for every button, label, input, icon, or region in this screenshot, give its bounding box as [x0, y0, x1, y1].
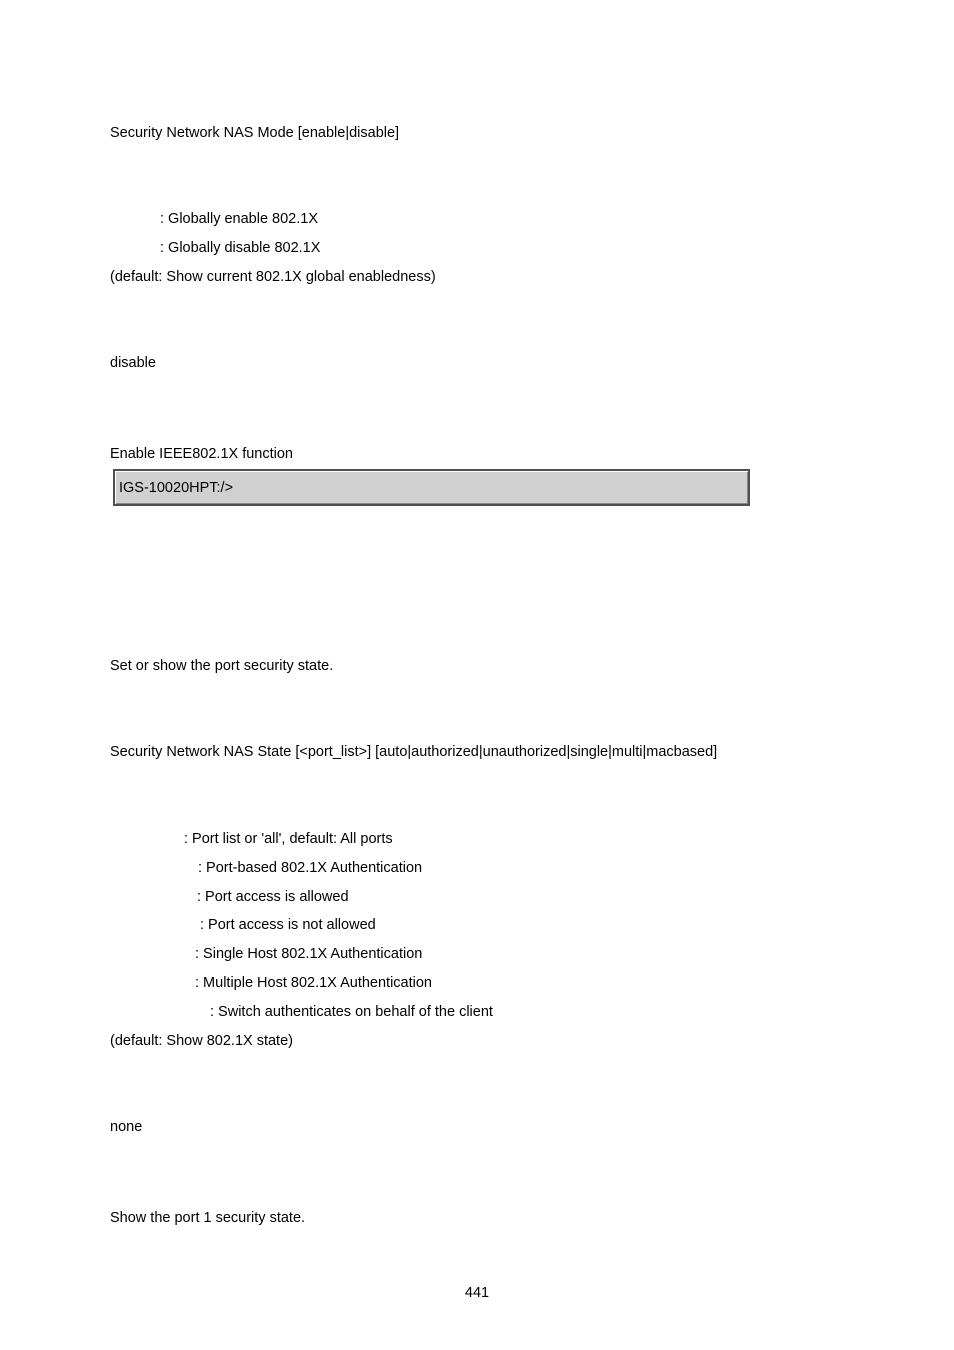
mode-default-note: (default: Show current 802.1X global enabledness) — [110, 269, 436, 285]
state-example-description: Show the port 1 security state. — [110, 1210, 306, 1226]
state-param-single: : Single Host 802.1X Authentication — [195, 946, 423, 962]
state-param-unauthorized: : Port access is not allowed — [200, 917, 376, 933]
mode-syntax: Security Network NAS Mode [enable|disable] — [110, 125, 400, 141]
state-param-macbased: : Switch authenticates on behalf of the client — [210, 1004, 493, 1020]
state-syntax: Security Network NAS State [<port_list>] [auto|authorized|unauthorized|single|multi|macbased] — [110, 744, 718, 760]
state-param-authorized: : Port access is allowed — [197, 889, 349, 905]
state-description: Set or show the port security state. — [110, 658, 334, 674]
console-prompt: IGS-10020HPT:/> — [119, 480, 234, 496]
mode-param-disable: : Globally disable 802.1X — [160, 240, 321, 256]
mode-example-description: Enable IEEE802.1X function — [110, 446, 293, 462]
mode-param-enable: : Globally enable 802.1X — [160, 211, 318, 227]
state-default-value: none — [110, 1119, 143, 1135]
mode-default-value: disable — [110, 355, 156, 371]
state-param-multi: : Multiple Host 802.1X Authentication — [195, 975, 432, 991]
state-param-auto: : Port-based 802.1X Authentication — [198, 860, 423, 876]
page-number: 441 — [464, 1285, 490, 1301]
state-param-port-list: : Port list or 'all', default: All ports — [184, 831, 393, 847]
console-box — [113, 469, 750, 506]
state-default-note: (default: Show 802.1X state) — [110, 1033, 293, 1049]
